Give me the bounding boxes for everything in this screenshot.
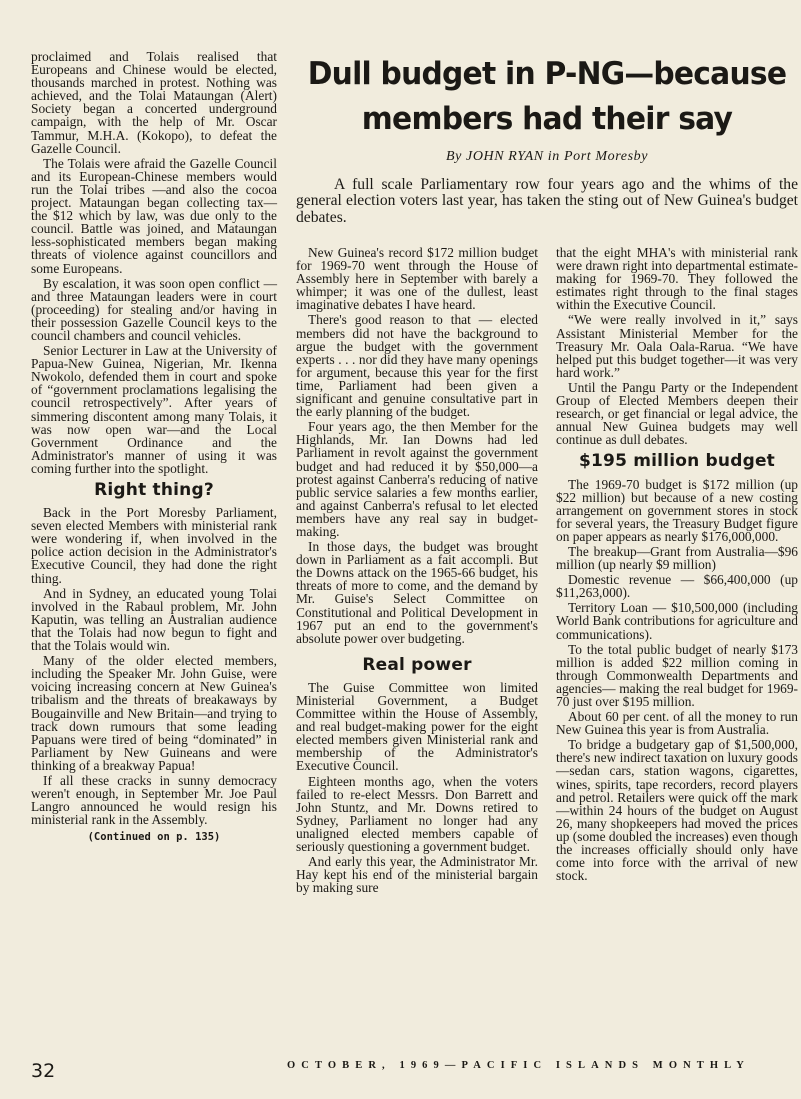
headline-line-1: Dull budget in P-NG—because xyxy=(307,56,787,92)
paragraph: To bridge a budgetary gap of $1,500,000, there's new indirect taxation on luxury goods—sedan cars, station wagons, cigarettes, wines, spirits, tape recorders, record players and petrol. Retailers were quick off the mark—within 24 hours of the budget on August 26, many shopkeepers had moved the prices up (some doubled the increases) even though the increases officially should only have come into force with the arrival of new stock. xyxy=(556,737,798,884)
paragraph: To the total public budget of nearly $173 million is added $22 million coming in through Commonwealth Departments and agencies— making the real budget for 1969-70 just over $195 million. xyxy=(556,641,798,709)
paragraph: New Guinea's record $172 million budget for 1969-70 went through the House of Assembly here in September with barely a whimper; it was one of the dullest, least imaginative debates I have heard. xyxy=(296,245,538,313)
paragraph: The 1969-70 budget is $172 million (up $22 million) but because of a new costing arrangement on government stores in stock for several years, the Treasury Budget figure on paper appears as nearly $176,000,000. xyxy=(556,476,798,544)
paragraph: that the eight MHA's with ministerial rank were drawn right into departmental estimate-making for 1969-70. They followed the estimates right through to the final stages within the Executive Council. xyxy=(556,245,798,313)
standfirst: A full scale Parliamentary row four years ago and the whims of the general election voters last year, has taken the sting out of New Guinea's budget debates. xyxy=(296,176,798,226)
paragraph: There's good reason to that — elected members did not have the background to argue the budget with the government experts . . . nor did they have many openings for argument, because this year for the first time, Parliament had been given a significant and genuine consultative part in the early planning of the budget. xyxy=(296,312,538,420)
paragraph: “We were really involved in it,” says Assistant Ministerial Member for the Treasury Mr. Oala Oala-Rarua. “We have helped put this budget together—it was very hard work.” xyxy=(556,312,798,380)
continued-note: (Continued on p. 135) xyxy=(87,831,221,844)
paragraph: By escalation, it was soon open conflict — and three Mataungan leaders were in court (proceeding) for stealing and/or having in their possession Gazelle Council keys to the council chambers and council vehicles. xyxy=(31,275,277,343)
paragraph: The breakup—Grant from Australia—$96 million (up nearly $9 million) xyxy=(556,543,798,573)
paragraph: Eighteen months ago, when the voters failed to re-elect Messrs. Don Barrett and John Stuntz, and Mr. Downs retired to Sydney, Parliament no longer had any unaligned elected members capable of seriously questioning a government budget. xyxy=(296,773,538,855)
column-2 xyxy=(296,246,538,896)
paragraph: Senior Lecturer in Law at the University of Papua-New Guinea, Nigerian, Mr. Ikenna Nwokolo, defended them in court and spoke of “government proclamations legalising the council retrospectively”. After years of simmering discontent among many Tolais, it was now open war—and the Local Government Ordinance and the Administrator's manner of using it was coming further into the spotlight. xyxy=(31,343,277,476)
paragraph: Many of the older elected members, including the Speaker Mr. John Guise, were voicing increasing concern at New Guinea's tribalism and the threats of breakaways by Bougainville and New Britain—and trying to track down rumours that some leading Papuans were tired of being “dominated” in Parliament by New Guineans and were thinking of a breakway Papua! xyxy=(31,653,277,773)
paragraph: The Guise Committee won limited Ministerial Government, a Budget Committee within the House of Assembly, and real budget-making power for the eight elected members given Ministerial rank and membership of the Administrator's Executive Council. xyxy=(296,679,538,774)
subheading: $195 million budget xyxy=(578,451,776,472)
paragraph: Four years ago, the then Member for the Highlands, Mr. Ian Downs had led Parliament in revolt against the government budget and had reduced it by $50,000—a protest against Canberra's reducing of native public service salaries a few months earlier, and against Canberra's refusal to let elected members have any real say in budget-making. xyxy=(296,419,538,539)
paragraph: Domestic revenue — $66,400,000 (up $11,263,000). xyxy=(556,572,798,601)
paragraph: If all these cracks in sunny democracy weren't enough, in September Mr. Joe Paul Langro announced he would resign his ministerial rank in the Assembly. xyxy=(31,772,277,828)
column-1 xyxy=(31,50,277,844)
paragraph: And early this year, the Administrator Mr. Hay kept his end of the ministerial bargain by making sure xyxy=(296,854,538,896)
subheading: Real power xyxy=(362,654,472,675)
column-3 xyxy=(556,246,798,884)
paragraph: proclaimed and Tolais realised that Europeans and Chinese would be elected, thousands marched in protest. Nothing was achieved, and the Tolai Mataungan (Alert) Society began a concerted underground campaign, with the help of Mr. Oscar Tammur, M.H.A. (Kokopo), to defeat the Gazelle Council. xyxy=(31,49,277,156)
paragraph: And in Sydney, an educated young Tolai involved in the Rabaul problem, Mr. John Kaputin, was telling an Australian audience that the Tolais had now begun to fight and that the Tolais would win. xyxy=(31,585,277,654)
subheading: Right thing? xyxy=(94,480,214,500)
paragraph: The Tolais were afraid the Gazelle Council and its European-Chinese members would run the Tolai tribes —and also the cocoa project. Mataungan began collecting tax— the $12 which by law, was due only to the council. Battle was joined, and Mataungan less-sophisticated members began making threats of violence against councillors and some Europeans. xyxy=(31,155,277,276)
paragraph: Back in the Port Moresby Parliament, seven elected Members with ministerial rank were wondering if, when involved in the police action decision in the Administrator's Executive Council, they had done the right thing. xyxy=(31,505,277,586)
headline-line-2: members had their say xyxy=(361,101,733,137)
paragraph: About 60 per cent. of all the money to run New Guinea this year is from Australia. xyxy=(556,709,798,738)
page-number: 32 xyxy=(31,1060,56,1082)
paragraph: In those days, the budget was brought down in Parliament as a fait accompli. But the Downs attack on the 1965-66 budget, his threats of more to come, and the demand by Mr. Guise's Select Committee on Constitutional and Political Development in 1967 put an end to the government's absolute power over budgeting. xyxy=(296,539,538,646)
article-headline xyxy=(306,52,788,142)
byline: By JOHN RYAN in Port Moresby xyxy=(445,149,649,164)
paragraph: Until the Pangu Party or the Independent Group of Elected Members deepen their research, or get financial or legal advice, the annual New Guinea budgets may well continue as dull debates. xyxy=(556,379,798,448)
paragraph: Territory Loan — $10,500,000 (including World Bank contributions for agriculture and communications). xyxy=(556,600,798,642)
publication-footer: OCTOBER, 1969—PACIFIC ISLANDS MONTHLY xyxy=(287,1060,750,1071)
